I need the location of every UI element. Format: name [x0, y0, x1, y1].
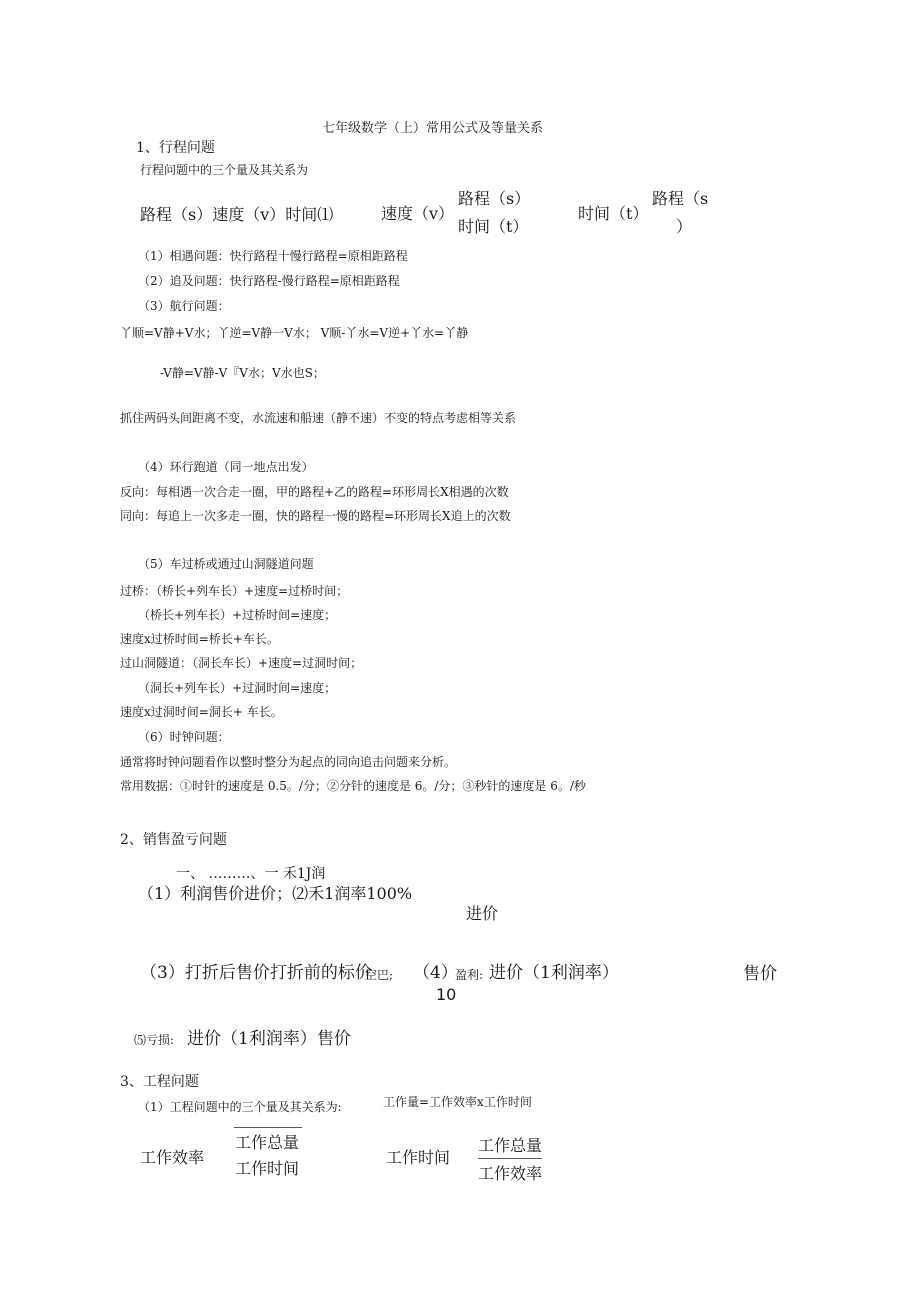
navigation-line-2: -V静=V静-V『V水；V水也S； — [160, 366, 325, 380]
navigation-line-1: 丫顺=V静+V水；丫逆=V静一V水； V顺-丫水=V逆+丫水=丫静 — [120, 326, 469, 340]
gain-label: 盈利: — [455, 968, 484, 982]
section-3-intro: （1）工程问题中的三个量及其关系为: — [138, 1100, 342, 1114]
travel-formula-b-denominator: 时间（t） — [458, 217, 529, 236]
ring-track-opposite: 反向：每相遇一次合走一圈，甲的路程+乙的路程=环形周长X相遇的次数 — [120, 485, 509, 499]
gain-formula: 进价（1利润率） — [489, 963, 619, 983]
loss-formula: 进价（1利润率）售价 — [187, 1029, 351, 1049]
work-formula-a: 工作效率 — [140, 1148, 205, 1167]
travel-formula-c-denominator: ） — [676, 217, 693, 236]
section-1-intro: 行程问题中的三个量及其关系为 — [140, 163, 309, 177]
discount-denominator: 10 — [436, 985, 457, 1004]
clock-line-2: 常用数据：①时针的速度是 0.5。/分；②分针的速度是 6。/分；③秒针的速度是 6。/秒 — [120, 779, 586, 793]
bridge-line-3: 速度x过桥时间=桥长+车长。 — [120, 632, 279, 646]
travel-formula-b: 速度（v） — [381, 204, 455, 223]
work-relation: 工作量=工作效率x工作时间 — [383, 1095, 532, 1109]
profit-formula-1: （1）利润售价进价；⑵禾1润率100% — [138, 884, 413, 903]
clock-line-1: 通常将时钟问题看作以整时整分为起点的同向追击问题来分析。 — [120, 755, 457, 769]
travel-formula-b-numerator: 路程（s） — [458, 189, 531, 208]
bridge-tunnel-problem: （5）车过桥或通过山洞隧道问题 — [138, 557, 314, 571]
travel-formula-c-numerator: 路程（s — [652, 189, 709, 208]
discount-formula: （3）打折后售价打折前的标价 — [140, 963, 372, 983]
discount-label: 空巴; — [365, 968, 394, 982]
loss-label: ⑸亏损: — [134, 1033, 175, 1047]
clock-problem: （6）时钟问题： — [138, 730, 230, 744]
bridge-line-2: （桥长+列车长）+过桥时间=速度； — [138, 608, 337, 622]
travel-formula-c: 时间（t） — [578, 204, 649, 223]
profit-fragment: 一、 ………、一 禾1J润 — [176, 866, 326, 882]
gain-number: （4） — [413, 963, 458, 983]
work-formula-a-numerator: 工作总量 — [235, 1133, 300, 1152]
work-formula-b-denominator: 工作效率 — [478, 1164, 543, 1183]
gain-right: 售价 — [743, 964, 777, 984]
travel-formula-a: 路程（s）速度（v）时间⑴ — [140, 205, 334, 224]
navigation-line-3: 抓住两码头间距离不变，水流速和船速（静不速）不变的特点考虑相等关系 — [120, 411, 517, 425]
bridge-line-1: 过桥：（桥长+列车长）+速度=过桥时间； — [120, 584, 349, 598]
ring-track-problem: （4）环行跑道（同一地点出发） — [138, 460, 314, 474]
work-formula-b-numerator: 工作总量 — [478, 1136, 543, 1155]
profit-formula-1-denominator: 进价 — [466, 904, 499, 923]
fraction-rule-top — [234, 1127, 302, 1128]
tunnel-line-2: （洞长+列车长）+过洞时间=速度； — [138, 681, 337, 695]
work-formula-b: 工作时间 — [386, 1148, 451, 1167]
tunnel-line-1: 过山洞隧道：（洞长车长）+速度=过洞时间； — [120, 656, 363, 670]
fraction-rule — [478, 1158, 542, 1159]
work-formula-a-denominator: 工作时间 — [235, 1159, 300, 1178]
page-title: 七年级数学（上）常用公式及等量关系 — [322, 121, 544, 136]
navigation-problem: （3）航行问题： — [138, 299, 230, 313]
chase-problem: （2）追及问题：快行路程-慢行路程=原相距路程 — [138, 274, 400, 288]
section-3-heading: 3、工程问题 — [120, 1074, 199, 1090]
ring-track-same: 同向：每追上一次多走一圈，快的路程一慢的路程=环形周长X追上的次数 — [120, 509, 511, 523]
section-2-heading: 2、销售盈亏问题 — [120, 832, 227, 848]
tunnel-line-3: 速度x过洞时间=洞长+ 车长。 — [120, 705, 283, 719]
section-1-heading: 1、行程问题 — [136, 140, 215, 156]
meeting-problem: （1）相遇问题：快行路程十慢行路程=原相距路程 — [138, 249, 408, 263]
